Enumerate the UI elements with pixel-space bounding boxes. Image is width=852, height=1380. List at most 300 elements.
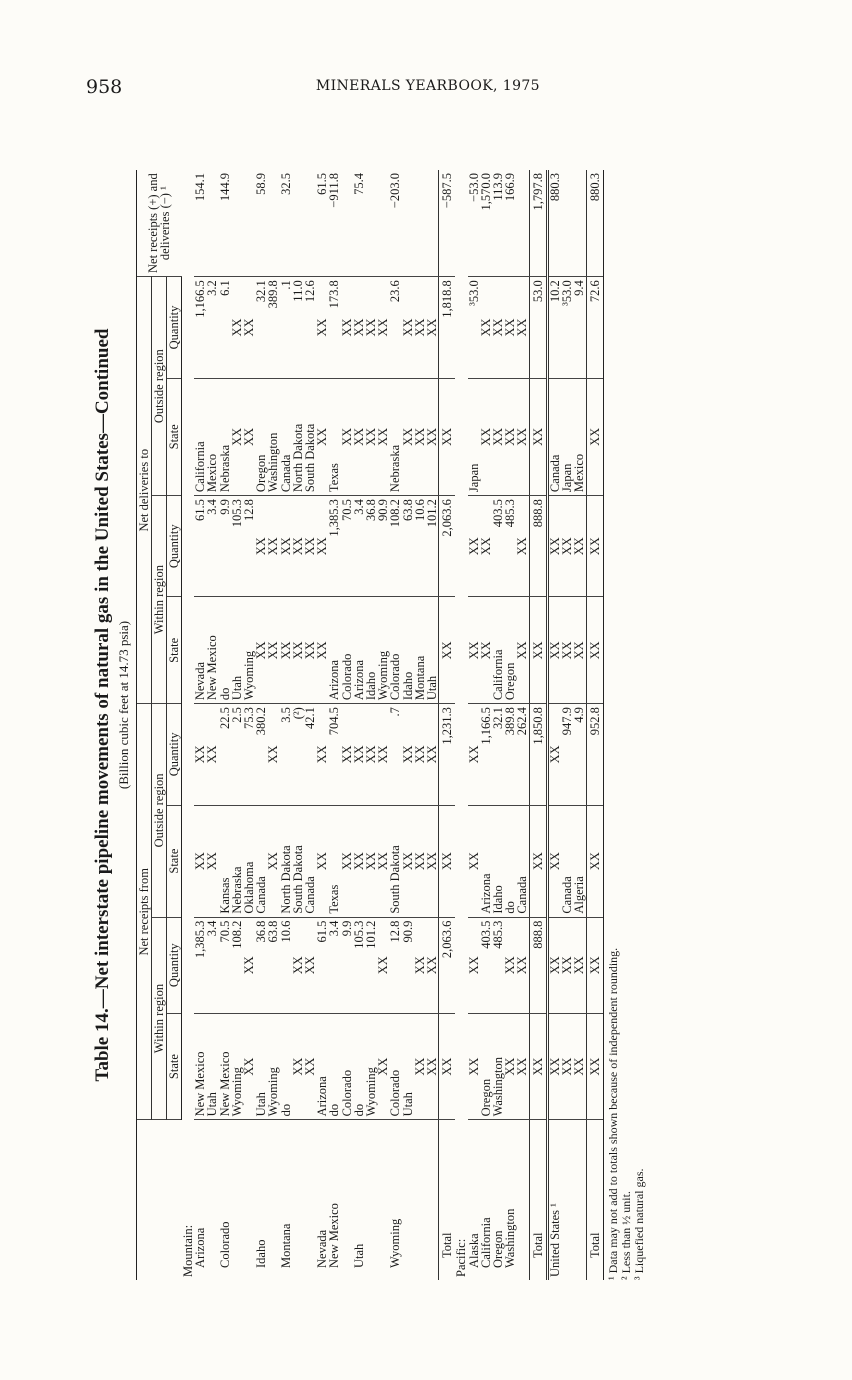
cell-deliveries-outside-quantity: 1,818.8 [439,277,456,378]
cell-deliveries-within-state: XX [292,597,304,704]
header-state: State [167,597,182,704]
cell-receipts-within-state: Arizona [316,1013,328,1120]
cell-receipts-outside-quantity: 42.1 [304,704,316,805]
cell-deliveries-within-state: XX [573,597,586,704]
header-receipts-within: Within region [152,917,167,1120]
cell-receipts-outside-state: XX [426,805,439,917]
cell-receipts-within-quantity: XX [561,917,573,1013]
cell-row-label [426,1120,439,1280]
cell-deliveries-within-quantity: 2,063.6 [439,496,456,597]
cell-receipts-within-quantity: 63.8 [267,917,279,1013]
cell-receipts-within-state: Utah [402,1013,414,1120]
cell-row-label [341,1120,353,1280]
cell-deliveries-within-quantity: 3.4 [353,496,365,597]
cell-deliveries-outside-quantity: XX [402,277,414,378]
cell-deliveries-within-quantity: 12.8 [243,496,255,597]
cell-receipts-outside-state: North Dakota [280,805,292,917]
cell-receipts-outside-state: XX [316,805,328,917]
cell-receipts-outside-state: Canada [255,805,267,917]
cell-net-value: −911.8 [328,170,340,277]
cell-net-value [231,170,243,277]
cell-receipts-within-state: Colorado [341,1013,353,1120]
cell-deliveries-within-quantity: 108.2 [389,496,401,597]
cell-receipts-within-quantity: XX [243,917,255,1013]
cell-receipts-outside-quantity: 704.5 [328,704,340,805]
cell-deliveries-outside-quantity: 1,166.5 [194,277,206,378]
header-net-column: Net receipts (+) and deliveries (−) ¹ [137,170,182,277]
cell-deliveries-outside-state: Texas [328,378,340,495]
cell-deliveries-outside-quantity: XX [353,277,365,378]
cell-row-label: Idaho [254,1239,269,1268]
cell-receipts-within-quantity: XX [377,917,389,1013]
cell-row-label: Utah [351,1243,366,1268]
cell-receipts-outside-state: Kansas [219,805,231,917]
cell-receipts-within-state: XX [561,1013,573,1120]
cell-deliveries-within-state: Nevada [194,597,206,704]
header-state: State [167,1013,182,1120]
cell-deliveries-within-state: Arizona [353,597,365,704]
cell-deliveries-within-quantity: XX [480,496,492,597]
section-label: Mountain: [181,1224,195,1277]
cell-receipts-within-state: XX [414,1013,426,1120]
cell-receipts-within-state: XX [573,1013,586,1120]
cell-receipts-within-quantity: 2,063.6 [439,917,456,1013]
cell-receipts-outside-state: XX [341,805,353,917]
cell-receipts-outside-state: XX [586,805,603,917]
cell-deliveries-within-quantity: 61.5 [194,496,206,597]
cell-receipts-within-quantity: 101.2 [365,917,377,1013]
cell-receipts-within-quantity: XX [426,917,439,1013]
cell-receipts-outside-quantity: 380.2 [255,704,267,805]
cell-deliveries-within-quantity: XX [561,496,573,597]
cell-receipts-within-quantity: 3.4 [328,917,340,1013]
cell-row-label: Total [439,1120,456,1280]
cell-deliveries-within-state: XX [304,597,316,704]
cell-receipts-within-state: XX [586,1013,603,1120]
header-quantity: Quantity [167,277,182,378]
cell-deliveries-within-quantity: 70.5 [341,496,353,597]
cell-receipts-within-state: Wyoming [231,1013,243,1120]
cell-net-value [206,170,218,277]
cell-receipts-outside-quantity: XX [316,704,328,805]
cell-receipts-within-state: XX [439,1013,456,1120]
cell-row-label: Colorado [217,1221,232,1268]
cell-receipts-outside-quantity: 1,166.5 [480,704,492,805]
cell-deliveries-outside-state: XX [586,378,603,495]
cell-deliveries-outside-quantity: XX [316,277,328,378]
table-row [328,170,340,1280]
cell-receipts-within-quantity: 12.8 [389,917,401,1013]
cell-deliveries-within-quantity: 3.4 [206,496,218,597]
table-body [182,170,548,1280]
header-net-receipts: Net receipts from [137,704,152,1120]
cell-deliveries-outside-state: XX [402,378,414,495]
cell-receipts-within-state: XX [468,1013,480,1120]
cell-receipts-outside-quantity: XX [365,704,377,805]
header-state: State [167,805,182,917]
cell-row-label [231,1120,243,1280]
cell-deliveries-outside-state: XX [504,378,516,495]
header-quantity: Quantity [167,496,182,597]
cell-receipts-outside-state: XX [267,805,279,917]
cell-deliveries-within-state: XX [267,597,279,704]
cell-net-value: 1,797.8 [529,170,547,277]
cell-deliveries-outside-state: XX [377,378,389,495]
cell-receipts-within-quantity: XX [586,917,603,1013]
cell-net-value: 113.9 [492,170,504,277]
cell-receipts-outside-state: XX [194,805,206,917]
cell-deliveries-within-state: XX [439,597,456,704]
cell-deliveries-within-state: XX [480,597,492,704]
cell-net-value [414,170,426,277]
cell-receipts-within-state: XX [516,1013,529,1120]
cell-deliveries-outside-quantity: 3.2 [206,277,218,378]
cell-receipts-outside-quantity: 947.9 [561,704,573,805]
section-label: Pacific: [454,1238,469,1277]
cell-receipts-outside-state: XX [365,805,377,917]
cell-deliveries-within-quantity: XX [547,496,561,597]
cell-receipts-outside-state: Texas [328,805,340,917]
cell-receipts-within-quantity: 108.2 [231,917,243,1013]
cell-net-value: 880.3 [547,170,561,277]
cell-deliveries-outside-quantity: ³53.0 [468,277,480,378]
cell-deliveries-outside-state: XX [492,378,504,495]
cell-receipts-within-state: do [353,1013,365,1120]
cell-net-value [292,170,304,277]
cell-deliveries-within-state: do [219,597,231,704]
cell-net-value: 166.9 [504,170,516,277]
cell-receipts-outside-state: Canada [516,805,529,917]
cell-deliveries-outside-state: XX [480,378,492,495]
cell-deliveries-within-quantity: XX [316,496,328,597]
cell-deliveries-within-state: XX [255,597,267,704]
cell-deliveries-within-state: XX [561,597,573,704]
cell-deliveries-within-quantity: XX [267,496,279,597]
cell-receipts-within-state: XX [547,1013,561,1120]
cell-deliveries-outside-state: XX [316,378,328,495]
cell-net-value: 58.9 [255,170,267,277]
cell-deliveries-outside-quantity: 53.0 [529,277,547,378]
cell-receipts-outside-quantity: XX [547,704,561,805]
cell-deliveries-within-state: Colorado [341,597,353,704]
cell-receipts-outside-quantity: 22.5 [219,704,231,805]
cell-deliveries-outside-state: Mexico [573,378,586,495]
cell-deliveries-within-state: Idaho [402,597,414,704]
cell-deliveries-outside-quantity: 173.8 [328,277,340,378]
cell-deliveries-within-quantity: XX [516,496,529,597]
cell-row-label [292,1120,304,1280]
cell-receipts-within-quantity: XX [292,917,304,1013]
cell-receipts-outside-state: Canada [304,805,316,917]
table-row [389,170,401,1280]
cell-deliveries-outside-state: Mexico [206,378,218,495]
cell-receipts-outside-state: South Dakota [292,805,304,917]
cell-receipts-outside-state: Algeria [573,805,586,917]
cell-deliveries-within-state: Idaho [365,597,377,704]
cell-deliveries-within-quantity: 36.8 [365,496,377,597]
cell-row-label: Washington [503,1208,518,1268]
cell-deliveries-outside-state: North Dakota [292,378,304,495]
cell-receipts-outside-state: XX [353,805,365,917]
cell-net-value: 75.4 [353,170,365,277]
cell-deliveries-within-state: Oregon [504,597,516,704]
cell-deliveries-within-quantity: 63.8 [402,496,414,597]
cell-receipts-within-state: Utah [206,1013,218,1120]
cell-deliveries-outside-state: Japan [561,378,573,495]
cell-deliveries-within-state: XX [547,597,561,704]
cell-receipts-within-quantity: XX [573,917,586,1013]
cell-net-value: −203.0 [389,170,401,277]
cell-deliveries-outside-quantity: 32.1 [255,277,267,378]
cell-deliveries-outside-state: XX [243,378,255,495]
cell-receipts-within-state: XX [304,1013,316,1120]
cell-deliveries-within-quantity: XX [280,496,292,597]
cell-receipts-within-quantity: 485.3 [492,917,504,1013]
cell-row-label [206,1120,218,1280]
cell-deliveries-within-quantity: 105.3 [231,496,243,597]
cell-receipts-outside-state: XX [529,805,547,917]
cell-receipts-outside-quantity: 3.5 [280,704,292,805]
total-row [529,170,547,1280]
cell-row-label [402,1120,414,1280]
cell-deliveries-within-state: Montana [414,597,426,704]
table-row [267,170,279,1280]
cell-receipts-within-state: Colorado [389,1013,401,1120]
cell-deliveries-within-quantity: XX [255,496,267,597]
cell-deliveries-within-state: XX [516,597,529,704]
cell-net-value [573,170,586,277]
cell-deliveries-within-state: Utah [231,597,243,704]
cell-receipts-within-quantity: XX [516,917,529,1013]
cell-row-label: California [478,1217,493,1268]
cell-receipts-outside-quantity: XX [267,704,279,805]
cell-deliveries-outside-quantity: 23.6 [389,277,401,378]
cell-receipts-outside-quantity: 32.1 [492,704,504,805]
cell-net-value [426,170,439,277]
cell-deliveries-outside-state: XX [231,378,243,495]
cell-receipts-outside-state: Idaho [492,805,504,917]
cell-deliveries-outside-state: XX [353,378,365,495]
cell-net-value: 1,570.0 [480,170,492,277]
cell-deliveries-within-quantity: 9.9 [219,496,231,597]
cell-receipts-within-quantity: XX [304,917,316,1013]
cell-deliveries-within-quantity: XX [586,496,603,597]
cell-receipts-within-state: XX [377,1013,389,1120]
cell-deliveries-outside-state: XX [516,378,529,495]
header-blank [137,1120,182,1280]
cell-deliveries-outside-state: Japan [468,378,480,495]
cell-deliveries-outside-quantity: XX [231,277,243,378]
header-quantity: Quantity [167,917,182,1013]
cell-deliveries-outside-state: XX [341,378,353,495]
cell-deliveries-outside-quantity: 12.6 [304,277,316,378]
cell-receipts-within-quantity: 70.5 [219,917,231,1013]
cell-receipts-within-state: New Mexico [219,1013,231,1120]
cell-deliveries-outside-quantity: 389.8 [267,277,279,378]
cell-net-value [516,170,529,277]
table-row [206,170,218,1280]
header-deliveries-within: Within region [152,496,167,704]
cell-row-label [516,1120,529,1280]
cell-receipts-within-quantity: 90.9 [402,917,414,1013]
cell-deliveries-within-state: XX [468,597,480,704]
cell-deliveries-outside-state: Nebraska [389,378,401,495]
cell-deliveries-within-quantity: XX [304,496,316,597]
cell-receipts-outside-quantity: 389.8 [504,704,516,805]
table-row [547,170,561,1280]
footnote: ³ Liquefied natural gas. [631,1168,646,1280]
cell-net-value: 880.3 [586,170,603,277]
cell-net-value: 61.5 [316,170,328,277]
cell-deliveries-within-quantity: 10.6 [414,496,426,597]
cell-receipts-within-quantity: XX [547,917,561,1013]
cell-deliveries-outside-quantity: XX [516,277,529,378]
cell-receipts-within-state: do [328,1013,340,1120]
cell-net-value [341,170,353,277]
footnote: ² Less than ½ unit. [618,1191,633,1280]
cell-row-label: United States ¹ [547,1120,561,1280]
page-number: 958 [86,76,123,98]
cell-deliveries-outside-state: Canada [547,378,561,495]
cell-deliveries-outside-quantity: XX [377,277,389,378]
cell-deliveries-within-quantity: XX [468,496,480,597]
cell-receipts-within-quantity: 403.5 [480,917,492,1013]
table-subtitle: (Billion cubic feet at 14.73 psia) [116,620,131,790]
cell-receipts-outside-quantity: XX [194,704,206,805]
cell-receipts-within-state: Wyoming [365,1013,377,1120]
cell-receipts-within-quantity: 9.9 [341,917,353,1013]
cell-deliveries-outside-state: Washington [267,378,279,495]
cell-deliveries-outside-state: Oregon [255,378,267,495]
cell-row-label [414,1120,426,1280]
header-state: State [167,378,182,495]
cell-deliveries-outside-quantity: ³53.0 [561,277,573,378]
cell-receipts-within-state: New Mexico [194,1013,206,1120]
cell-receipts-within-state: XX [292,1013,304,1120]
table-row [219,170,231,1280]
cell-receipts-outside-quantity: 952.8 [586,704,603,805]
cell-deliveries-within-state: Wyoming [243,597,255,704]
cell-net-value [561,170,573,277]
cell-row-label [573,1120,586,1280]
cell-receipts-outside-quantity: XX [341,704,353,805]
cell-row-label: Montana [278,1223,293,1268]
cell-deliveries-within-state: Wyoming [377,597,389,704]
cell-deliveries-outside-quantity: 9.4 [573,277,586,378]
cell-deliveries-outside-quantity: XX [504,277,516,378]
cell-deliveries-outside-state: South Dakota [304,378,316,495]
cell-row-label: Total [586,1120,603,1280]
cell-receipts-outside-quantity: 1,231.3 [439,704,456,805]
cell-deliveries-outside-state: California [194,378,206,495]
cell-deliveries-outside-quantity: XX [492,277,504,378]
cell-deliveries-outside-quantity: 11.0 [292,277,304,378]
table-row [516,170,529,1280]
table-row [341,170,353,1280]
cell-receipts-outside-state: Arizona [480,805,492,917]
cell-receipts-within-state: Utah [255,1013,267,1120]
cell-receipts-outside-state: XX [439,805,456,917]
cell-receipts-outside-quantity: 4.9 [573,704,586,805]
cell-deliveries-outside-quantity: XX [341,277,353,378]
header-quantity: Quantity [167,704,182,805]
cell-net-value: 144.9 [219,170,231,277]
cell-row-label: Nevada [315,1229,330,1268]
cell-deliveries-within-state: California [492,597,504,704]
cell-receipts-within-quantity: 3.4 [206,917,218,1013]
cell-deliveries-outside-quantity: XX [480,277,492,378]
running-head: MINERALS YEARBOOK, 1975 [315,78,540,94]
cell-receipts-outside-quantity: XX [206,704,218,805]
cell-net-value [402,170,414,277]
cell-deliveries-outside-quantity: 6.1 [219,277,231,378]
cell-receipts-within-quantity: XX [468,917,480,1013]
table-title: Table 14.—Net interstate pipeline movements of natural gas in the United States—Continued [92,328,113,1082]
cell-net-value: 154.1 [194,170,206,277]
cell-deliveries-within-quantity: 485.3 [504,496,516,597]
cell-deliveries-outside-state: Canada [280,378,292,495]
cell-deliveries-within-state: Utah [426,597,439,704]
cell-row-label: New Mexico [327,1203,342,1268]
cell-receipts-within-state: XX [426,1013,439,1120]
cell-receipts-outside-quantity: 262.4 [516,704,529,805]
section-header-row [455,170,467,1280]
cell-row-label: Alaska [466,1233,481,1268]
cell-deliveries-within-quantity: 1,385.3 [328,496,340,597]
cell-deliveries-outside-state: XX [439,378,456,495]
total-row [586,170,603,1280]
cell-receipts-outside-state: Nebraska [231,805,243,917]
cell-receipts-within-quantity: 10.6 [280,917,292,1013]
cell-receipts-outside-quantity: (²) [292,704,304,805]
cell-deliveries-outside-state: XX [414,378,426,495]
cell-row-label [267,1120,279,1280]
cell-receipts-outside-quantity: XX [468,704,480,805]
cell-receipts-outside-quantity: XX [377,704,389,805]
header-deliveries-outside: Outside region [152,277,167,496]
table-body-united-states [547,170,603,1280]
cell-deliveries-outside-quantity: XX [426,277,439,378]
cell-receipts-outside-quantity: 1,850.8 [529,704,547,805]
cell-receipts-within-quantity: 1,385.3 [194,917,206,1013]
cell-deliveries-within-state: XX [529,597,547,704]
cell-receipts-outside-state: Oklahoma [243,805,255,917]
footnote: ¹ Data may not add to totals shown because of independent rounding. [605,947,620,1280]
header-receipts-outside: Outside region [152,704,167,917]
cell-net-value [267,170,279,277]
cell-receipts-within-state: do [280,1013,292,1120]
cell-deliveries-within-quantity: 888.8 [529,496,547,597]
cell-receipts-outside-quantity: .7 [389,704,401,805]
cell-receipts-within-quantity: 61.5 [316,917,328,1013]
cell-receipts-outside-state: do [504,805,516,917]
cell-receipts-outside-state: XX [402,805,414,917]
cell-net-value: −587.5 [439,170,456,277]
cell-deliveries-within-state: XX [586,597,603,704]
cell-receipts-outside-state: XX [414,805,426,917]
cell-deliveries-outside-quantity: XX [243,277,255,378]
cell-row-label: Arizona [193,1227,208,1268]
cell-deliveries-within-state: XX [316,597,328,704]
cell-deliveries-within-quantity: 403.5 [492,496,504,597]
cell-receipts-outside-state: XX [468,805,480,917]
rotated-table-block [90,130,730,1280]
cell-row-label: Oregon [491,1230,506,1268]
cell-deliveries-within-quantity: XX [573,496,586,597]
cell-receipts-outside-quantity: XX [402,704,414,805]
cell-deliveries-outside-quantity: 72.6 [586,277,603,378]
cell-deliveries-outside-quantity: .1 [280,277,292,378]
